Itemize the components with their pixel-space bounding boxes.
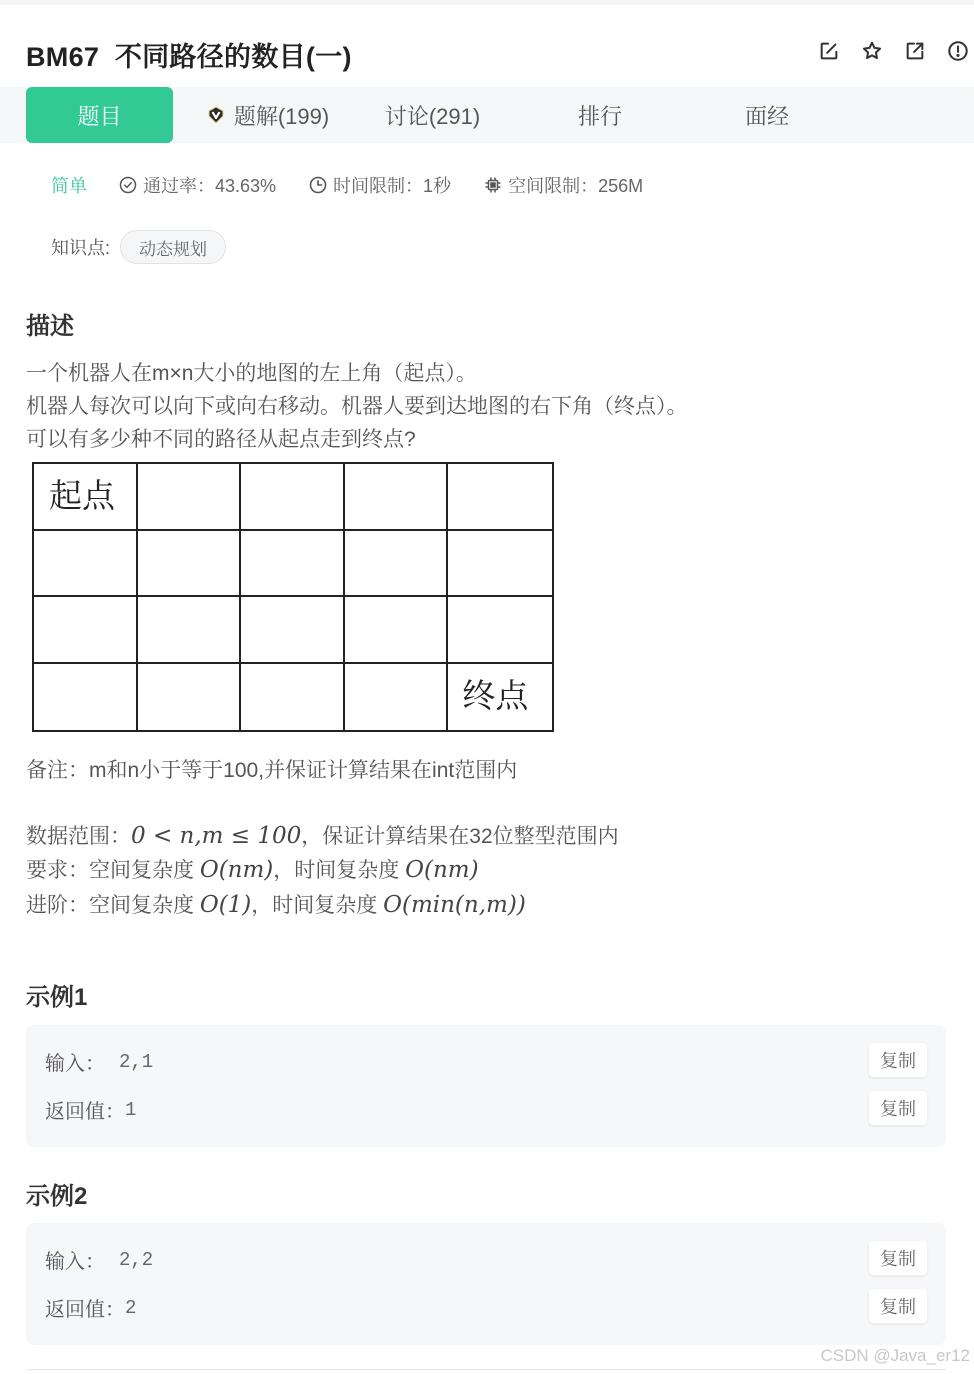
req-space-math: O(nm): [199, 857, 274, 883]
grid-cell: [138, 531, 242, 598]
favorite-button[interactable]: [860, 39, 884, 63]
title-bar: [0, 5, 974, 87]
grid-cell: [345, 597, 449, 664]
example-1-input-copy-button[interactable]: 复制: [869, 1043, 927, 1077]
pass-rate: 通过率：43.63%: [119, 172, 276, 198]
report-button[interactable]: [946, 39, 970, 63]
report-icon: [947, 40, 969, 62]
clock-icon: [309, 176, 327, 194]
edit-button[interactable]: [817, 39, 841, 63]
tab-solutions[interactable]: [200, 87, 335, 143]
tab-discussion[interactable]: 讨论(291): [384, 103, 481, 129]
tab-bar: [0, 87, 974, 143]
grid-cell: [138, 464, 242, 531]
example-2-input: 输入： 2,2: [45, 1248, 154, 1273]
example-2-output-copy-button[interactable]: 复制: [869, 1289, 927, 1323]
description-line-2: 机器人每次可以向下或向右移动。机器人要到达地图的右下角（终点）。: [26, 395, 688, 418]
path-grid-figure: [32, 462, 554, 732]
grid-cell: [34, 531, 138, 598]
grid-cell: [34, 597, 138, 664]
grid-cell: [241, 531, 345, 598]
description-line-1: 一个机器人在m×n大小的地图的左上角（起点）。: [26, 362, 477, 385]
description-heading: 描述: [26, 313, 74, 340]
space-limit: 空间限制：256M: [484, 172, 643, 198]
example-2-heading: 示例2: [26, 1183, 88, 1210]
title-actions: [817, 39, 970, 63]
grid-cell: [345, 464, 449, 531]
description-line-3: 可以有多少种不同的路径从起点走到终点?: [26, 428, 416, 451]
grid-cell: [241, 464, 345, 531]
example-1-input-value: 2,1: [119, 1050, 154, 1073]
grid-cell: [241, 664, 345, 731]
difficulty-badge: 简单: [51, 176, 87, 196]
star-icon: [861, 40, 883, 62]
grid-cell: [345, 531, 449, 598]
tab-problem[interactable]: 题目: [26, 87, 173, 143]
data-range-line: 数据范围：0 < n,m ≤ 100，保证计算结果在32位整型范围内: [26, 823, 619, 849]
share-button[interactable]: [903, 39, 927, 63]
example-1-output: 返回值： 1: [45, 1098, 137, 1123]
end-label: 终点: [462, 676, 529, 714]
time-limit: 时间限制：1秒: [309, 172, 451, 198]
grid-cell: [448, 531, 552, 598]
advanced-line: 进阶：空间复杂度 O(1)，时间复杂度 O(min(n,m)): [26, 892, 526, 918]
example-2-input-value: 2,2: [119, 1248, 154, 1271]
example-1-output-copy-button[interactable]: 复制: [869, 1091, 927, 1125]
example-2-output: 返回值： 2: [45, 1296, 137, 1321]
tab-interview[interactable]: 面经: [744, 103, 789, 129]
bottom-divider: [26, 1369, 946, 1370]
grid-cell: [241, 597, 345, 664]
grid-cell: [138, 664, 242, 731]
grid-cell-end: [448, 664, 552, 731]
tag-dynamic-programming[interactable]: 动态规划: [120, 230, 226, 264]
tab-solutions-label: 题解(199): [233, 103, 330, 129]
requirement-line: 要求：空间复杂度 O(nm)，时间复杂度 O(nm): [26, 857, 479, 883]
watermark: CSDN @Java_er12: [820, 1346, 970, 1365]
chip-icon: [484, 176, 502, 194]
grid-cell: [34, 664, 138, 731]
page-title: BM67 不同路径的数目(一): [26, 42, 352, 72]
grid-cell: [345, 664, 449, 731]
note-line: 备注：m和n小于等于100,并保证计算结果在int范围内: [26, 759, 518, 782]
example-2-box: [26, 1223, 946, 1345]
knowledge-points: [51, 230, 226, 264]
example-2-input-copy-button[interactable]: 复制: [869, 1241, 927, 1275]
edit-icon: [818, 40, 840, 62]
req-time-math: O(nm): [405, 857, 479, 883]
example-1-box: [26, 1025, 946, 1147]
example-1-output-value: 1: [125, 1098, 137, 1121]
knowledge-label: 知识点:: [51, 238, 111, 258]
grid-cell-start: [34, 464, 138, 531]
share-icon: [904, 40, 926, 62]
grid-cell: [448, 464, 552, 531]
example-1-heading: 示例1: [26, 984, 88, 1011]
grid-cell: [448, 597, 552, 664]
adv-time-math: O(min(n,m)): [383, 892, 526, 918]
example-2-output-value: 2: [125, 1296, 137, 1319]
start-label: 起点: [49, 477, 115, 514]
check-circle-icon: [119, 176, 137, 194]
tab-ranking[interactable]: 排行: [577, 103, 622, 129]
grid-cell: [138, 597, 242, 664]
problem-meta: [51, 172, 676, 198]
v-badge-icon: [206, 105, 226, 125]
example-1-input: 输入： 2,1: [45, 1050, 154, 1075]
range-math: 0 < n,m ≤ 100: [131, 823, 302, 849]
adv-space-math: O(1): [199, 892, 252, 918]
